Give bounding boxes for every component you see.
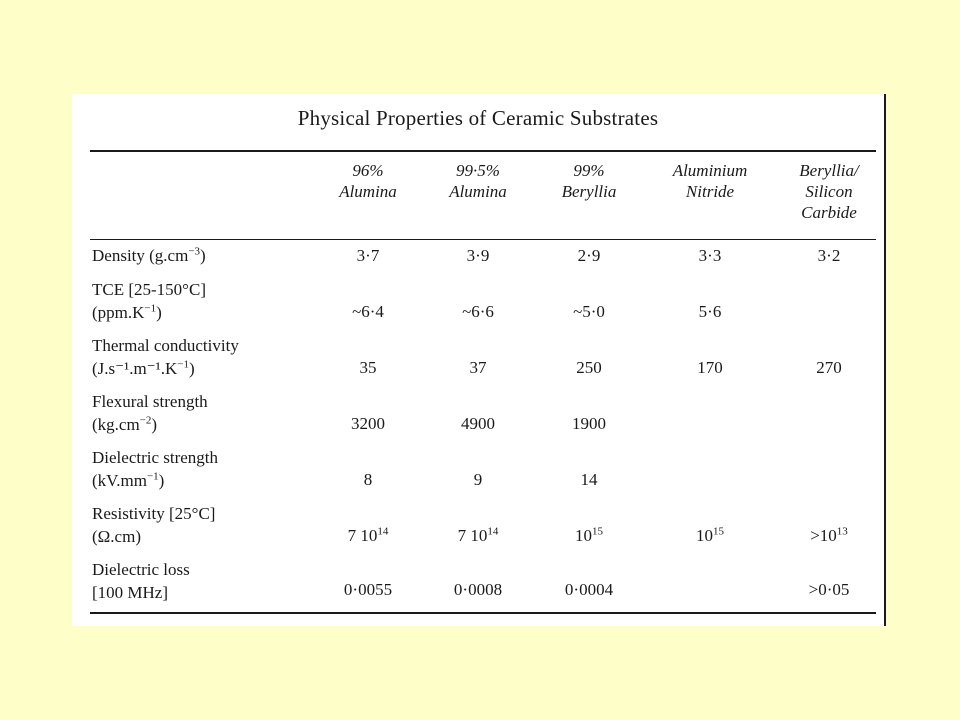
table-title: Physical Properties of Ceramic Substrates	[297, 106, 659, 130]
cell-dielectric-loss-beryllia-silicon-carbide: >0·05	[808, 580, 850, 599]
row-label-dielectric-loss: Dielectric loss [100 MHz]	[92, 560, 190, 602]
cell-tce-aluminium-nitride: 5·6	[698, 302, 722, 321]
column-header-99-beryllia: 99% Beryllia	[561, 161, 617, 201]
cell-thermal-96-alumina: 35	[359, 358, 377, 377]
cell-density-96-alumina: 3·7	[356, 246, 380, 265]
cell-tce-96-alumina: ~6·4	[352, 302, 384, 321]
cell-tce-99-5-alumina: ~6·6	[462, 302, 494, 321]
table-panel	[72, 94, 886, 626]
column-header-99-5-alumina: 99·5% Alumina	[449, 161, 507, 201]
cell-dielectric-loss-99-5-alumina: 0·0008	[453, 580, 503, 599]
cell-resistivity-96-alumina: 7 $10^{14}$	[347, 525, 389, 545]
cell-resistivity-beryllia-silicon-carbide: $>10^{13}$	[810, 525, 848, 545]
row-label-resistivity: Resistivity [25°C] (Ω.cm)	[92, 504, 216, 546]
column-header-beryllia-silicon-carbide: Beryllia/ Silicon Carbide	[799, 161, 859, 222]
row-label-flexural-strength: Flexural strength $(kg.cm^{-2})$	[92, 392, 208, 434]
cell-dielectric-loss-99-beryllia: 0·0004	[564, 580, 614, 599]
bottom-rule	[90, 612, 876, 614]
cell-density-beryllia-silicon-carbide: 3·2	[817, 246, 841, 265]
cell-flexural-96-alumina: 3200	[351, 414, 385, 433]
cell-thermal-aluminium-nitride: 170	[697, 358, 723, 377]
cell-thermal-99-beryllia: 250	[576, 358, 602, 377]
row-label-tce: TCE [25-150°C] $(ppm.K^{-1})$	[92, 280, 206, 322]
cell-flexural-99-beryllia: 1900	[572, 414, 606, 433]
column-header-96-alumina: 96% Alumina	[339, 161, 397, 201]
cell-density-aluminium-nitride: 3·3	[698, 246, 722, 265]
row-label-density: Density $(g.cm^{-3})$	[92, 245, 206, 265]
cell-tce-99-beryllia: ~5·0	[573, 302, 605, 321]
cell-density-99-5-alumina: 3·9	[466, 246, 490, 265]
column-header-aluminium-nitride: Aluminium Nitride	[672, 161, 748, 201]
cell-resistivity-99-5-alumina: 7 $10^{14}$	[457, 525, 499, 545]
top-rule	[90, 150, 876, 152]
cell-dielectric-strength-96-alumina: 8	[363, 470, 373, 489]
cell-thermal-99-5-alumina: 37	[469, 358, 487, 377]
cell-flexural-99-5-alumina: 4900	[461, 414, 495, 433]
cell-dielectric-strength-99-beryllia: 14	[580, 470, 598, 489]
cell-dielectric-loss-96-alumina: 0·0055	[343, 580, 393, 599]
cell-resistivity-99-beryllia: $10^{15}$	[575, 525, 603, 545]
cell-resistivity-aluminium-nitride: $10^{15}$	[696, 525, 724, 545]
row-label-dielectric-strength: Dielectric strength $(kV.mm^{-1})$	[92, 448, 219, 490]
header-rule	[90, 239, 876, 240]
cell-thermal-beryllia-silicon-carbide: 270	[816, 358, 842, 377]
cell-density-99-beryllia: 2·9	[577, 246, 601, 265]
cell-dielectric-strength-99-5-alumina: 9	[473, 470, 483, 489]
row-label-thermal-conductivity: Thermal conductivity $(J.s^{-1}.m^{-1}.K^{-1})$	[92, 336, 239, 378]
